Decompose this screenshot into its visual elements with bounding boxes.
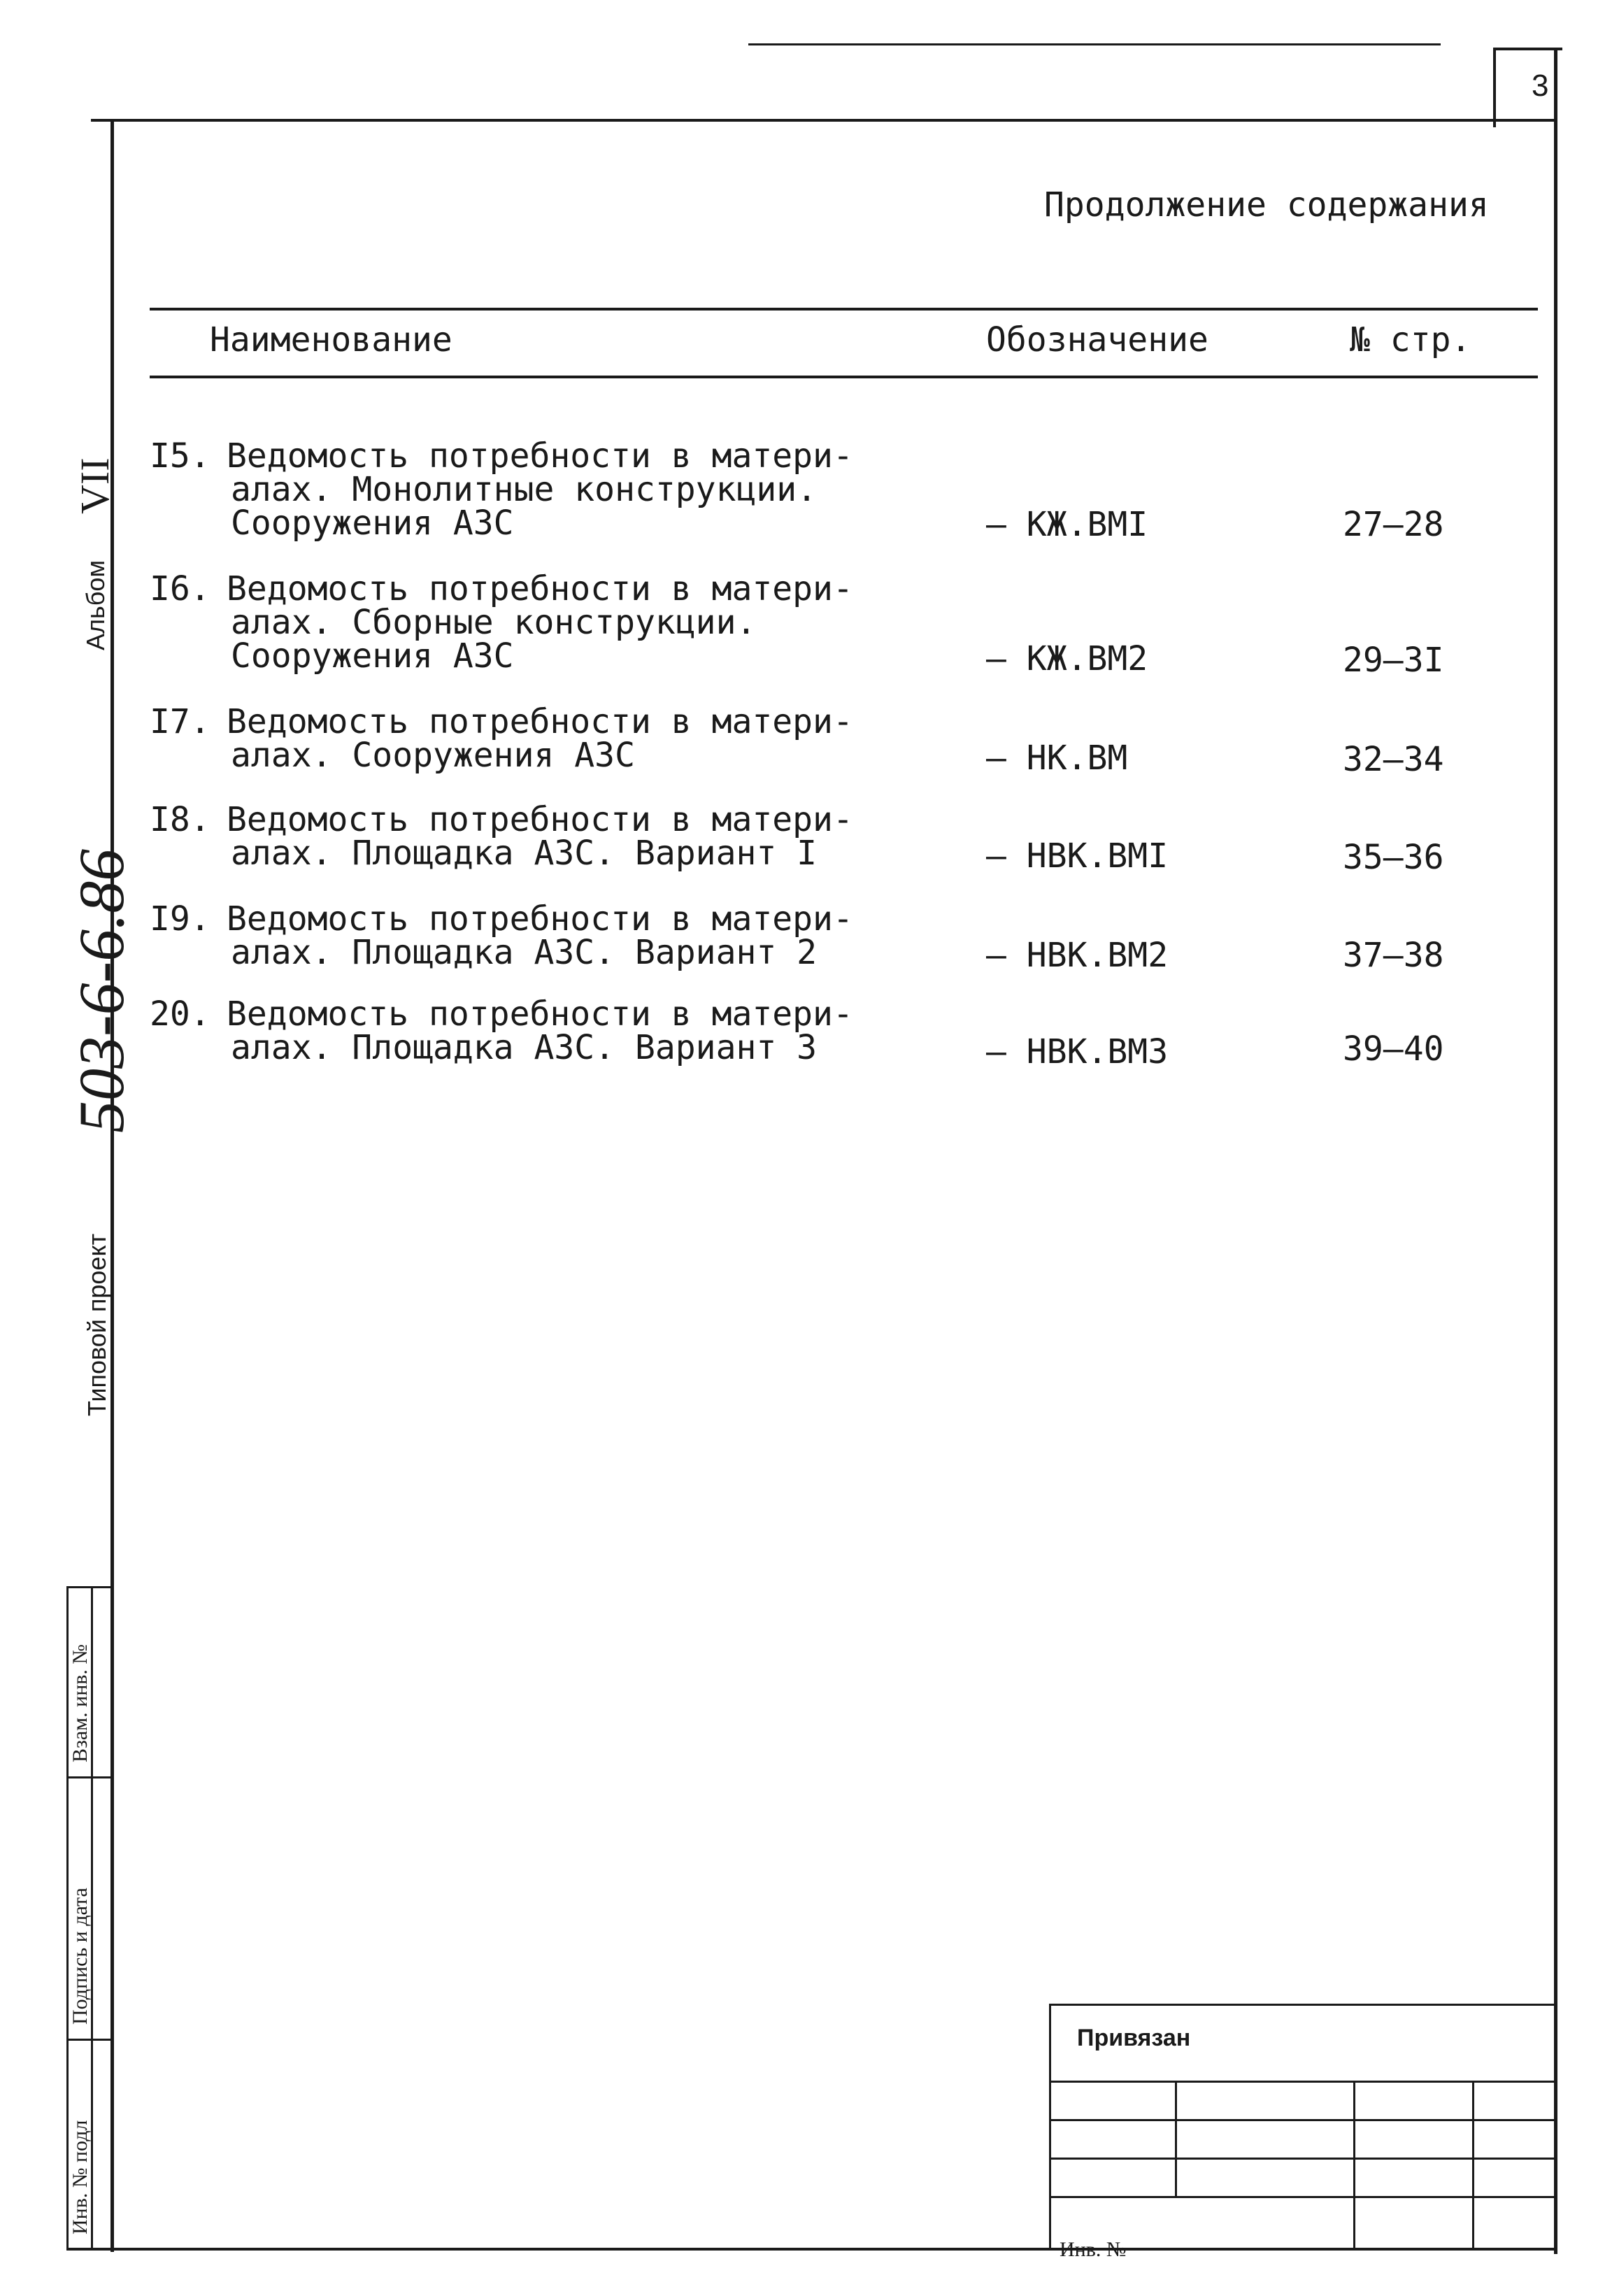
replaces-inv-label: Взам. инв. №: [69, 1643, 92, 1762]
frame-left: [110, 119, 114, 2252]
row-number: I9.: [150, 899, 211, 939]
binding-grid-h1: [1049, 2081, 1556, 2083]
column-header-designation: Обозначение: [986, 320, 1208, 359]
binding-box-left: [1049, 2004, 1051, 2250]
binding-grid-v3: [1472, 2081, 1474, 2250]
row-pages: 39–40: [1343, 1029, 1444, 1069]
binding-grid-v1: [1175, 2081, 1177, 2196]
row-title-line: Ведомость потребности в матери-: [227, 436, 853, 476]
row-code: – НВК.ВМ2: [986, 936, 1169, 975]
album-label: Альбом: [81, 559, 110, 650]
binding-title: Привязан: [1077, 2025, 1191, 2051]
row-title-line: Ведомость потребности в матери-: [227, 994, 853, 1034]
table-header-top-rule: [150, 308, 1538, 311]
table-row: [150, 569, 919, 676]
row-pages: 29–3I: [1343, 641, 1444, 680]
binding-grid-h4: [1049, 2196, 1556, 2198]
typical-project-label: Типовой проект: [83, 1233, 111, 1416]
binding-grid-h3: [1049, 2158, 1556, 2160]
column-header-name: Наименование: [210, 320, 452, 359]
row-title-line: Сооружения АЗС: [231, 504, 514, 543]
inv-number-label: Инв. №: [1060, 2238, 1127, 2261]
row-code: – КЖ.ВМI: [986, 505, 1148, 544]
table-row: [150, 800, 919, 873]
binding-box-top: [1049, 2004, 1556, 2006]
row-pages: 27–28: [1343, 505, 1444, 544]
row-title-line: Ведомость потребности в матери-: [227, 702, 853, 741]
row-pages: 32–34: [1343, 740, 1444, 779]
row-code: – НВК.ВМ3: [986, 1032, 1169, 1071]
inv-orig-label: Инв. № подл: [69, 2120, 92, 2234]
row-code: – НК.ВМ: [986, 739, 1128, 778]
section-title: Продолжение содержания: [1044, 185, 1489, 224]
binding-grid-v2: [1353, 2081, 1355, 2250]
frame-right: [1554, 48, 1557, 2254]
row-title-line: Ведомость потребности в матери-: [227, 899, 853, 939]
row-number: I5.: [150, 436, 211, 476]
frame-bottom: [66, 2248, 1556, 2251]
binding-grid-h2: [1049, 2119, 1556, 2121]
table-row: [150, 436, 919, 543]
row-title-line: Сооружения АЗС: [231, 636, 514, 676]
table-row: [150, 899, 919, 972]
row-number: I6.: [150, 569, 211, 608]
stamp-divider-1: [66, 1776, 114, 1778]
row-title-line: алах. Сборные конструкции.: [231, 603, 757, 642]
row-number: I8.: [150, 800, 211, 839]
row-title-line: алах. Площадка АЗС. Вариант 3: [231, 1028, 818, 1067]
project-code: 503-6-6.86: [66, 848, 137, 1133]
page-number-box: [1493, 48, 1562, 127]
row-code: – НВК.ВМI: [986, 836, 1169, 876]
row-pages: 37–38: [1343, 936, 1444, 975]
table-header-bottom-rule: [150, 376, 1538, 378]
row-title-line: алах. Площадка АЗС. Вариант I: [231, 834, 818, 873]
row-title-line: алах. Монолитные конструкции.: [231, 470, 818, 509]
table-row: [150, 702, 919, 775]
row-number: 20.: [150, 994, 211, 1034]
album-number: VII: [72, 457, 117, 514]
row-pages: 35–36: [1343, 838, 1444, 877]
signature-date-label: Подпись и дата: [69, 1888, 92, 2025]
row-number: I7.: [150, 702, 211, 741]
top-short-rule: [748, 43, 1441, 45]
row-title-line: алах. Площадка АЗС. Вариант 2: [231, 933, 818, 972]
frame-top: [91, 119, 1556, 122]
row-code: – КЖ.ВМ2: [986, 639, 1148, 678]
row-title-line: Ведомость потребности в матери-: [227, 569, 853, 608]
row-title-line: Ведомость потребности в матери-: [227, 800, 853, 839]
column-header-page: № стр.: [1350, 320, 1471, 359]
stamp-divider-2: [66, 2039, 114, 2041]
page-number: 3: [1532, 69, 1549, 103]
stamp-top: [66, 1586, 114, 1588]
row-title-line: алах. Сооружения АЗС: [231, 736, 635, 775]
table-row: [150, 994, 919, 1067]
